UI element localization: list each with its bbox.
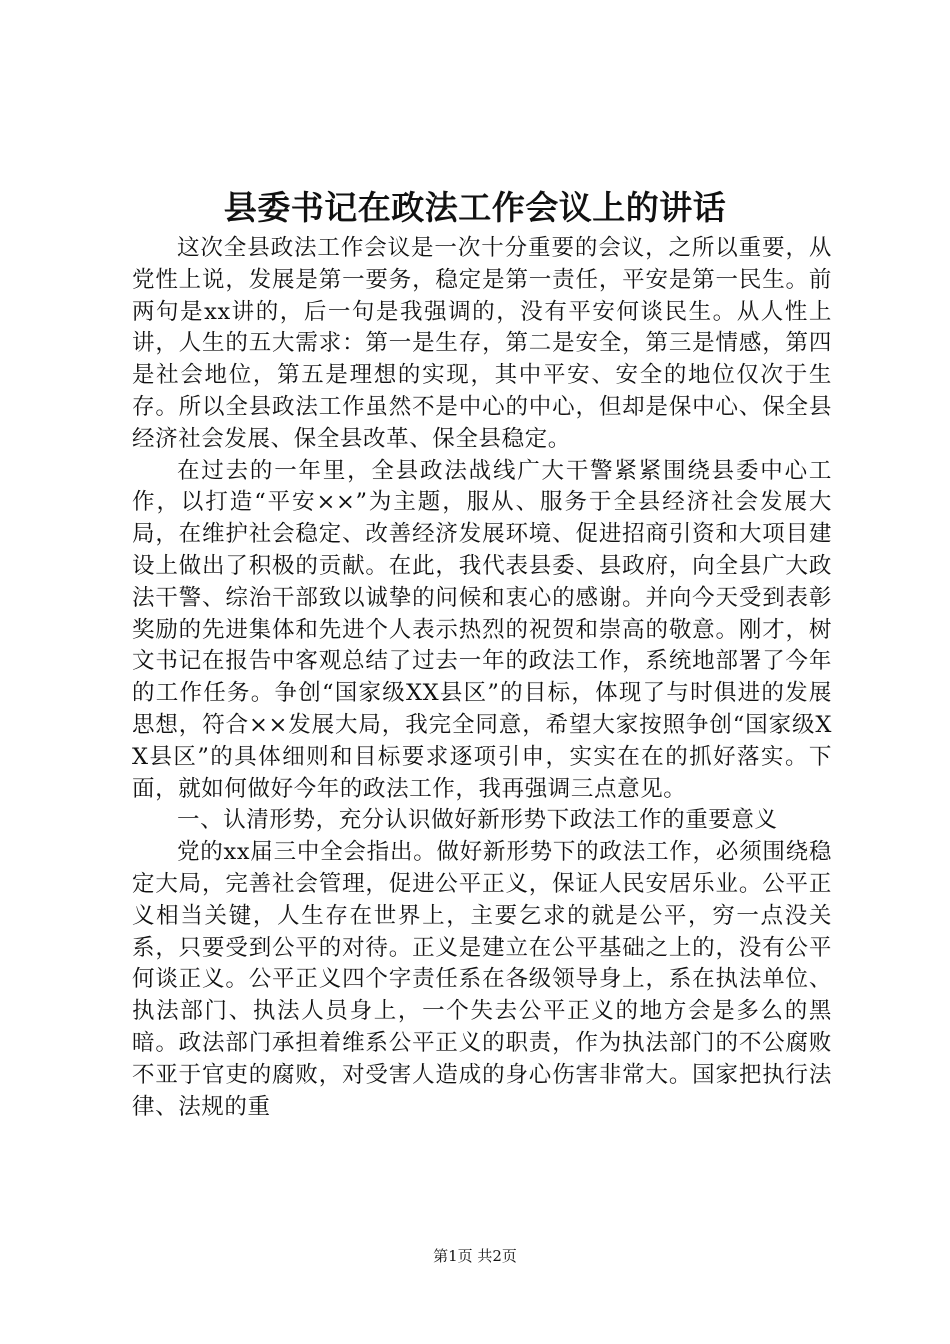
document-body xyxy=(132,233,832,1123)
body-paragraph-1: 这次全县政法工作会议是一次十分重要的会议，之所以重要，从党性上说，发展是第一要务，稳定是第一责任，平安是第一民生。前两句是xx讲的，后一句是我强调的，没有平安何谈民生。从人性上讲，人生的五大需求：第一是生存，第二是安全，第三是情感，第四是社会地位，第五是理想的实现，其中平安、安全的地位仅次于生存。所以全县政法工作虽然不是中心的中心，但却是保中心、保全县经济社会发展、保全县改革、保全县稳定。 xyxy=(132,235,832,452)
section-heading-1: 一、认清形势，充分认识做好新形势下政法工作的重要意义 xyxy=(177,807,778,834)
page-number-footer: 第1页 共2页 xyxy=(433,1247,517,1265)
body-paragraph-3: 党的xx届三中全会指出。做好新形势下的政法工作，必须围绕稳定大局，完善社会管理，促进公平正义，保证人民安居乐业。公平正义相当关键，人生存在世界上，主要乞求的就是公平，穷一点没关系，只要受到公平的对待。正义是建立在公平基础之上的，没有公平何谈正义。公平正义四个字责任系在各级领导身上，系在执法单位、执法部门、执法人员身上，一个失去公平正义的地方会是多么的黑暗。政法部门承担着维系公平正义的职责，作为执法部门的不公腐败不亚于官吏的腐败，对受害人造成的身心伤害非常大。国家把执行法律、法规的重 xyxy=(132,839,832,1120)
body-paragraph-2: 在过去的一年里，全县政法战线广大干警紧紧围绕县委中心工作，以打造“平安××”为主题，服从、服务于全县经济社会发展大局，在维护社会稳定、改善经济发展环境、促进招商引资和大项目建设上做出了积极的贡献。在此，我代表县委、县政府，向全县广大政法干警、综治干部致以诚挚的问候和衷心的感谢。并向今天受到表彰奖励的先进集体和先进个人表示热烈的祝贺和崇高的敬意。刚才，树文书记在报告中客观总结了过去一年的政法工作，系统地部署了今年的工作任务。争创“国家级XX县区”的目标，体现了与时俱进的发展思想，符合××发展大局，我完全同意，希望大家按照争创“国家级XX县区”的具体细则和目标要求逐项引申，实实在在的抓好落实。下面，就如何做好今年的政法工作，我再强调三点意见。 xyxy=(132,457,832,802)
document-title: 县委书记在政法工作会议上的讲话 xyxy=(223,188,727,227)
